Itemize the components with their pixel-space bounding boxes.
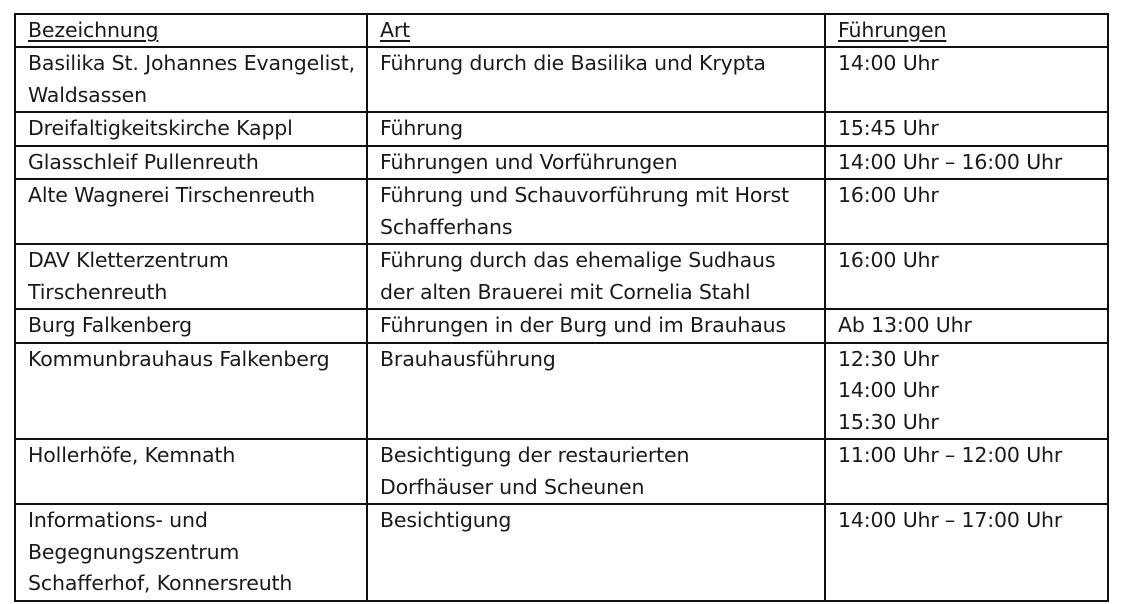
cell-type-line: Schafferhans	[380, 214, 513, 239]
cell-type	[367, 439, 825, 504]
cell-name	[15, 309, 367, 343]
cell-tours	[825, 504, 1108, 601]
cell-type-line: Führung	[380, 116, 464, 140]
cell-name-line: Hollerhöfe, Kemnath	[28, 443, 236, 467]
cell-name-line: Begegnungszentrum	[28, 539, 240, 564]
cell-type	[367, 309, 825, 343]
header-name: Bezeichnung	[15, 14, 367, 47]
cell-type	[367, 504, 825, 601]
cell-type-line: Führung durch das ehemalige Sudhaus	[380, 248, 776, 272]
cell-name-line: Alte Wagnerei Tirschenreuth	[28, 183, 315, 207]
cell-name-line: Burg Falkenberg	[28, 313, 193, 337]
cell-name	[15, 244, 367, 309]
cell-type-line: Führungen in der Burg und im Brauhaus	[380, 313, 787, 337]
cell-tours	[825, 244, 1108, 309]
cell-name-line: DAV Kletterzentrum	[28, 248, 229, 272]
header-tours: Führungen	[825, 14, 1108, 47]
cell-type	[367, 179, 825, 244]
cell-tours	[825, 47, 1108, 112]
cell-name	[15, 439, 367, 504]
cell-tours-line: 15:30 Uhr	[838, 409, 939, 434]
cell-tours-line: 15:45 Uhr	[838, 116, 939, 140]
cell-tours-line: 14:00 Uhr – 17:00 Uhr	[838, 508, 1063, 532]
cell-tours-line: 14:00 Uhr	[838, 378, 939, 402]
table-row	[15, 439, 1108, 504]
cell-type-line: Besichtigung	[380, 508, 512, 532]
cell-tours	[825, 112, 1108, 146]
schedule-table	[14, 13, 1109, 602]
cell-type	[367, 112, 825, 146]
cell-name-line: Schafferhof, Konnersreuth	[28, 571, 293, 595]
cell-name-line: Tirschenreuth	[28, 279, 168, 304]
cell-tours	[825, 309, 1108, 343]
table-row	[15, 343, 1108, 440]
cell-type	[367, 47, 825, 112]
cell-type-line: Besichtigung der restaurierten	[380, 443, 690, 467]
cell-tours-line: 16:00 Uhr	[838, 183, 939, 207]
table-row	[15, 146, 1108, 180]
cell-tours	[825, 439, 1108, 504]
cell-type-line: Führungen und Vorführungen	[380, 149, 678, 174]
cell-type	[367, 244, 825, 309]
table-body	[15, 47, 1108, 601]
cell-name	[15, 112, 367, 146]
table-row	[15, 309, 1108, 343]
cell-tours	[825, 146, 1108, 180]
header-type: Art	[367, 14, 825, 47]
cell-tours-line: 11:00 Uhr – 12:00 Uhr	[838, 443, 1063, 467]
cell-name-line: Dreifaltigkeitskirche Kappl	[28, 116, 293, 140]
cell-type	[367, 146, 825, 180]
cell-tours-line: 12:30 Uhr	[838, 346, 939, 371]
cell-type	[367, 343, 825, 440]
cell-name	[15, 343, 367, 440]
header-row	[15, 14, 1108, 47]
cell-type-line: Führung und Schauvorführung mit Horst	[380, 183, 789, 207]
table-row	[15, 112, 1108, 146]
cell-type-line: Dorfhäuser und Scheunen	[380, 474, 645, 499]
table-row	[15, 179, 1108, 244]
cell-type-line: Führung durch die Basilika und Krypta	[380, 51, 766, 75]
cell-name	[15, 47, 367, 112]
cell-name	[15, 504, 367, 601]
cell-name	[15, 146, 367, 180]
cell-tours	[825, 343, 1108, 440]
cell-type-line: der alten Brauerei mit Cornelia Stahl	[380, 279, 751, 304]
cell-name-line: Basilika St. Johannes Evangelist,	[28, 51, 355, 75]
cell-tours-line: Ab 13:00 Uhr	[838, 313, 972, 337]
table-row	[15, 47, 1108, 112]
cell-name-line: Waldsassen	[28, 82, 147, 107]
cell-tours-line: 14:00 Uhr – 16:00 Uhr	[838, 149, 1063, 174]
table-row	[15, 504, 1108, 601]
cell-tours-line: 14:00 Uhr	[838, 51, 939, 75]
cell-name	[15, 179, 367, 244]
table-row	[15, 244, 1108, 309]
cell-tours	[825, 179, 1108, 244]
cell-tours-line: 16:00 Uhr	[838, 248, 939, 272]
cell-name-line: Kommunbrauhaus Falkenberg	[28, 346, 330, 371]
cell-name-line: Informations- und	[28, 508, 208, 532]
cell-name-line: Glasschleif Pullenreuth	[28, 149, 259, 174]
cell-type-line: Brauhausführung	[380, 346, 556, 371]
